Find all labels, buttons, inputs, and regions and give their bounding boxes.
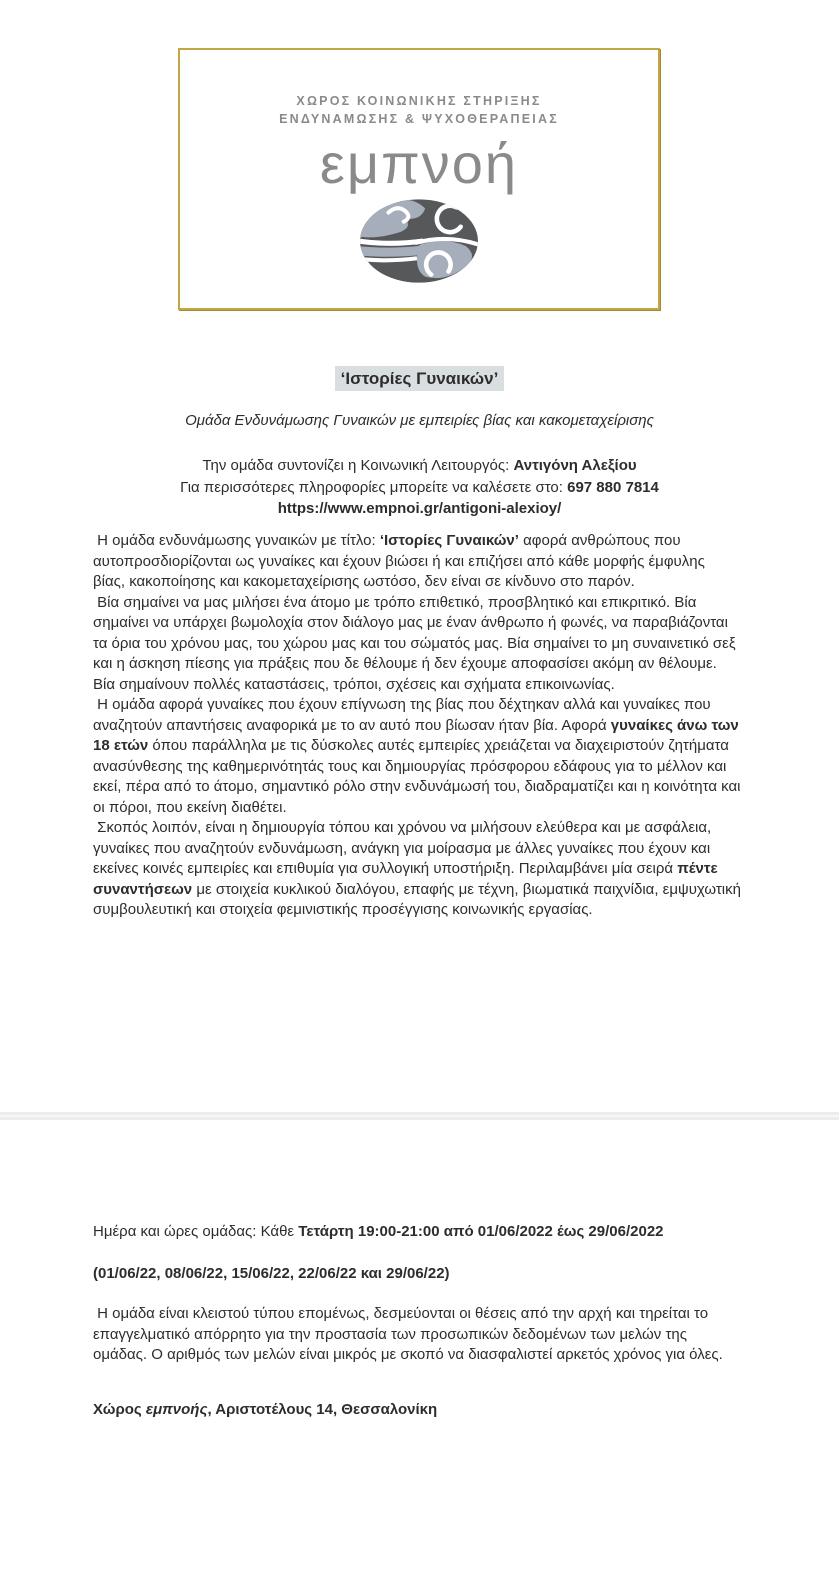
text-run: Τετάρτη 19:00-21:00 από 01/06/2022 έως 29/06/2022: [298, 1223, 664, 1240]
page-break-divider: [0, 1112, 839, 1120]
text-run: 697 880 7814: [567, 478, 659, 496]
text-run: Αντιγόνη Αλεξίου: [513, 457, 637, 474]
session-dates-line: [93, 1264, 741, 1285]
text-run: Η ομάδα αφορά γυναίκες που έχουν επίγνωση της βίας που δέχτηκαν αλλά και γυναίκες που αναζητούν απαντήσεις αναφορικά με το αν αυτό που βίωσαν ήταν βία. Αφορά: [93, 696, 715, 734]
body-paragraph: [93, 531, 741, 593]
body-paragraph: [93, 818, 746, 921]
text-run: Για περισσότερες πληροφορίες μπορείτε να καλέσετε στο:: [180, 478, 568, 496]
text-run: Την ομάδα συντονίζει η Κοινωνική Λειτουργός:: [202, 457, 514, 474]
text-run: https://www.empnoi.gr/antigoni-alexioy/: [277, 500, 562, 517]
text-run: , Αριστοτέλους 14, Θεσσαλονίκη: [207, 1401, 438, 1418]
contact-line: [0, 455, 839, 477]
contact-line: [0, 498, 839, 520]
text-run: Βία σημαίνει να μας μιλήσει ένα άτομο με τρόπο επιθετικό, προσβλητικό και επικριτικό. Βία σημαίνει να υπάρχει βωμολοχία στον διάλογο μας με έναν άνθρωπο ή φωνές, να παραβιάζονται τα όρια του χρόνου μας, του χώρου μας και του σώματός μας. Βία σημαίνει το μη συναινετικό σεξ και η άσκηση πίεσης για πράξεις που δε θέλουμε ή δεν έχουμε αποφασίσει ακόμη αν θέλουμε. Βία σημαίνουν πολλές καταστάσεις, τρόποι, σχέσεις και σχήματα επικοινωνίας.: [93, 593, 740, 693]
body-text: [93, 531, 746, 921]
org-name-line1: ΧΩΡΟΣ ΚΟΙΝΩΝΙΚΗΣ ΣΤΗΡΙΞΗΣ: [296, 94, 542, 108]
body-paragraph: [93, 593, 741, 696]
title-row: [0, 366, 839, 391]
contact-line: [0, 477, 839, 499]
logo-card: [178, 48, 660, 310]
address-line: [93, 1400, 741, 1421]
text-run: Η ομάδα ενδυνάμωσης γυναικών με τίτλο:: [93, 532, 380, 549]
text-run: ‘Ιστορίες Γυναικών’: [379, 532, 519, 549]
text-run: πέντε συναντήσεων: [93, 860, 722, 898]
text-run: με στοιχεία κυκλικού διαλόγου, επαφής με τέχνη, βιωματικά παιχνίδια, εμψυχωτική συμβουλευτική και στοιχεία φεμινιστικής προσέγγισης κοινωνικής εργασίας.: [93, 880, 746, 918]
contact-block: [0, 455, 839, 520]
body-paragraph: [93, 695, 745, 818]
closing-paragraph: [93, 1304, 741, 1366]
schedule-line: [93, 1222, 741, 1243]
text-run: γυναίκες άνω των 18 ετών: [93, 716, 743, 754]
subtitle: Ομάδα Ενδυνάμωσης Γυναικών με εμπειρίες βίας και κακομεταχείρισης: [185, 412, 654, 429]
text-run: όπου παράλληλα με τις δύσκολες αυτές εμπειρίες χρειάζεται να διαχειριστούν ζητήματα ανασύνθεσης της καθημερινότητάς τους και δημιουργίας πρόσφορου εδάφους για το μέλλον και εκεί, πέρα από το άτομο, σημαντικό ρόλο στην ενδυνάμωσή του, διαδραματίζει και η κοινότητα και οι πόροι, που εκείνη διαθέτει.: [93, 737, 745, 816]
breath-swirl-icon: [180, 198, 658, 289]
text-run: αφορά ανθρώπους που αυτοπροσδιορίζονται ως γυναίκες και έχουν βιώσει ή και επιζήσει από κάθε μορφής έμφυλης βίας, κακοποίησης και κακομεταχείρισης ωστόσο, δεν είναι σε κίνδυνο στο παρόν.: [93, 532, 710, 590]
text-run: Η ομάδα είναι κλειστού τύπου επομένως, δεσμεύονται οι θέσεις από την αρχή και τηρείται το επαγγελματικό απόρρητο για την προστασία των προσωπικών δεδομένων των μελών της ομάδας. Ο αριθμός των μελών είναι μικρός με σκοπό να διασφαλιστεί αρκετός χρόνος για όλες.: [93, 1305, 723, 1363]
org-name-line2: ΕΝΔΥΝΑΜΩΣΗΣ & ΨΥΧΟΘΕΡΑΠΕΙΑΣ: [279, 112, 559, 126]
page-title: ‘Ιστορίες Γυναικών’: [335, 366, 505, 391]
text-run: Σκοπός λοιπόν, είναι η δημιουργία τόπου και χρόνου να μιλήσουν ελεύθερα και με ασφάλεια, γυναίκες που αναζητούν ενδυνάμωση, ανάγκη για μοίρασμα με άλλες γυναίκες που έχουν και εκείνες κοινές εμπειρίες και επιθυμία για συλλογική υποστήριξη. Περιλαμβάνει μία σειρά: [93, 819, 716, 877]
text-run: Χώρος: [93, 1401, 146, 1418]
text-run: Ημέρα και ώρες ομάδας: Κάθε: [93, 1223, 299, 1240]
text-run: (01/06/22, 08/06/22, 15/06/22, 22/06/22 και 29/06/22): [93, 1265, 450, 1282]
brand-name: εμπνοή: [319, 132, 519, 195]
text-run: εμπνοής: [145, 1401, 208, 1418]
